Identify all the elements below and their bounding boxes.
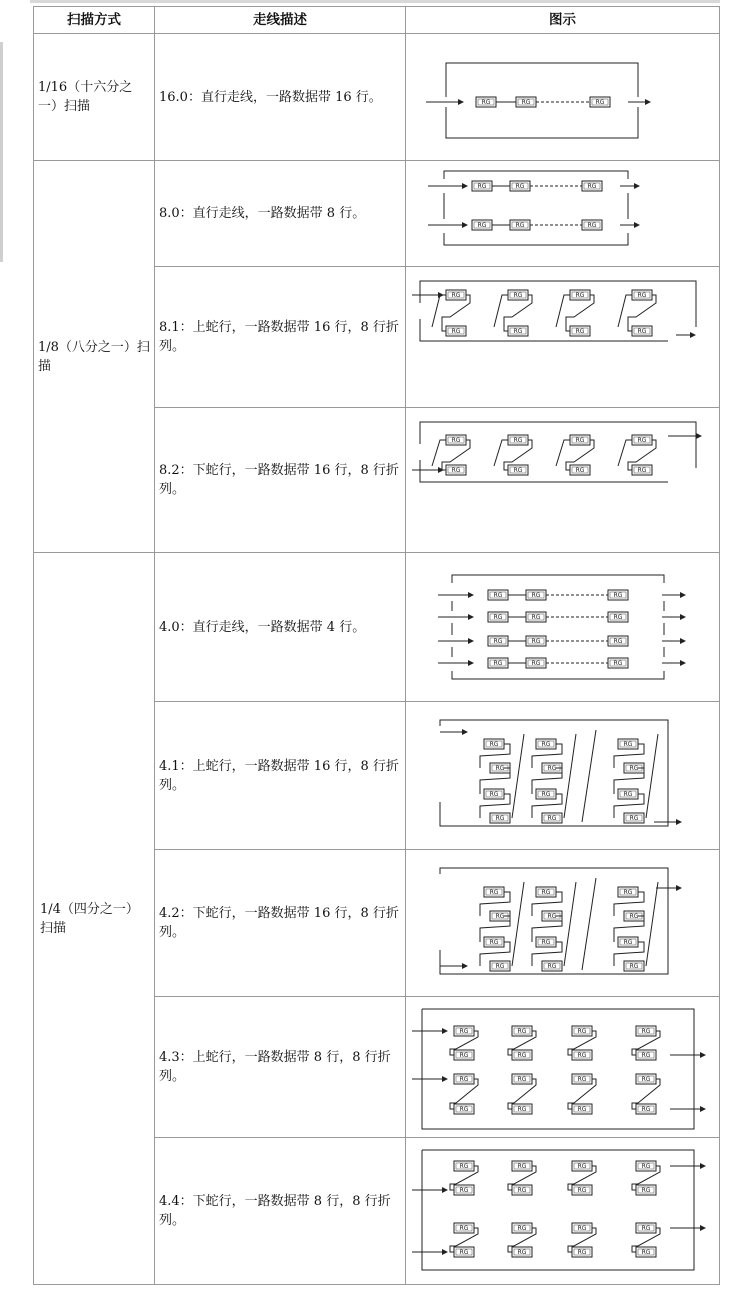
arrow-head <box>700 1106 706 1112</box>
routing-desc-text: 4.3：上蛇行，一路数据带 8 行，8 行折列。 <box>159 1050 391 1084</box>
rg-label: RG <box>517 1163 527 1171</box>
rg-label: RG <box>541 889 551 897</box>
arrow-head <box>462 222 468 228</box>
arrow-head <box>700 1052 706 1058</box>
scan-mode-label: 1/16（十六分之一）扫描 <box>38 80 133 114</box>
rg-label: RG <box>587 183 597 191</box>
rg-label: RG <box>541 791 551 799</box>
rg-label: RG <box>637 292 647 300</box>
rg-label: RG <box>489 741 499 749</box>
arrow-head <box>700 1163 706 1169</box>
rg-label: RG <box>517 1076 527 1084</box>
rg-label: RG <box>495 765 505 773</box>
arrow-head <box>468 660 474 666</box>
routing-desc-text: 16.0：直行走线，一路数据带 16 行。 <box>159 89 382 105</box>
rg-label: RG <box>547 765 557 773</box>
routing-diagram <box>406 850 719 996</box>
header-routing-desc-label: 走线描述 <box>253 11 307 28</box>
rg-label: RG <box>577 1028 587 1036</box>
arrow-head <box>462 183 468 189</box>
rg-label: RG <box>547 963 557 971</box>
arrow-head <box>468 592 474 598</box>
rg-label: RG <box>459 1249 469 1257</box>
figure-cell <box>405 33 720 161</box>
arrow-head <box>645 99 651 105</box>
routing-diagram <box>406 408 719 552</box>
rg-label: RG <box>641 1225 651 1233</box>
rg-label: RG <box>513 292 523 300</box>
routing-diagram <box>406 1138 719 1284</box>
arrow-head <box>680 660 686 666</box>
routing-diagram <box>406 34 719 160</box>
figure-cell <box>405 160 720 267</box>
arrow-head <box>442 1249 448 1255</box>
rg-label: RG <box>641 1187 651 1195</box>
rg-label: RG <box>451 437 461 445</box>
rg-label: RG <box>495 815 505 823</box>
header-figure <box>405 6 720 34</box>
scan-mode-cell <box>33 33 155 161</box>
rg-label: RG <box>493 614 503 622</box>
rg-label: RG <box>541 741 551 749</box>
rg-label: RG <box>577 1187 587 1195</box>
rg-label: RG <box>595 99 605 107</box>
routing-desc-text: 4.2：下蛇行，一路数据带 16 行，8 行折列。 <box>159 906 399 940</box>
rg-label: RG <box>451 292 461 300</box>
rg-label: RG <box>515 222 525 230</box>
wire-line <box>512 882 524 966</box>
scan-mode-label: 1/4（四分之一）扫描 <box>40 901 139 936</box>
arrow-head <box>680 638 686 644</box>
arrow-head <box>462 729 468 735</box>
routing-diagram <box>406 161 719 266</box>
rg-label: RG <box>629 815 639 823</box>
rg-label: RG <box>641 1076 651 1084</box>
rg-label: RG <box>629 913 639 921</box>
rg-label: RG <box>477 222 487 230</box>
wire-line <box>446 63 638 97</box>
arrow-head <box>634 183 640 189</box>
rg-label: RG <box>459 1052 469 1060</box>
wire-line <box>452 575 664 583</box>
wire-line <box>564 734 576 818</box>
rg-label: RG <box>531 660 541 668</box>
rg-label: RG <box>629 963 639 971</box>
routing-desc-cell <box>154 849 406 997</box>
rg-label: RG <box>613 614 623 622</box>
rg-label: RG <box>531 638 541 646</box>
rg-label: RG <box>577 1106 587 1114</box>
routing-desc-text: 4.0：直行走线，一路数据带 4 行。 <box>159 619 366 635</box>
routing-desc-text: 8.2：下蛇行，一路数据带 16 行，8 行折列。 <box>159 463 399 497</box>
rg-label: RG <box>495 963 505 971</box>
rg-label: RG <box>493 592 503 600</box>
rg-label: RG <box>613 660 623 668</box>
rg-label: RG <box>623 741 633 749</box>
figure-cell <box>405 1137 720 1285</box>
rg-label: RG <box>541 939 551 947</box>
wire-line <box>494 295 508 327</box>
routing-desc-cell <box>154 996 406 1138</box>
rg-label: RG <box>451 467 461 475</box>
rg-label: RG <box>459 1076 469 1084</box>
rg-label: RG <box>575 328 585 336</box>
rg-label: RG <box>521 99 531 107</box>
wire-line <box>444 171 628 179</box>
rg-label: RG <box>517 1028 527 1036</box>
wire-line <box>556 295 570 327</box>
rg-label: RG <box>623 791 633 799</box>
rg-label: RG <box>513 437 523 445</box>
wire-line <box>444 233 628 245</box>
rg-label: RG <box>641 1028 651 1036</box>
arrow-head <box>676 819 682 825</box>
rg-label: RG <box>489 939 499 947</box>
arrow-head <box>700 1225 706 1231</box>
rg-label: RG <box>489 791 499 799</box>
rg-label: RG <box>547 913 557 921</box>
arrow-head <box>468 638 474 644</box>
header-routing-desc <box>154 6 406 34</box>
figure-cell <box>405 407 720 553</box>
routing-diagram <box>406 997 719 1137</box>
arrow-head <box>468 614 474 620</box>
scan-mode-cell <box>33 552 155 1285</box>
arrow-head <box>442 1187 448 1193</box>
rg-label: RG <box>613 592 623 600</box>
arrow-head <box>696 433 702 439</box>
rg-label: RG <box>629 765 639 773</box>
figure-cell <box>405 701 720 850</box>
routing-diagram <box>406 267 719 407</box>
rg-label: RG <box>531 592 541 600</box>
rg-label: RG <box>575 467 585 475</box>
page-edge-line <box>30 0 720 3</box>
rg-label: RG <box>517 1052 527 1060</box>
arrow-head <box>442 1076 448 1082</box>
wire-line <box>446 107 638 138</box>
rg-label: RG <box>577 1249 587 1257</box>
arrow-head <box>680 614 686 620</box>
rg-label: RG <box>515 183 525 191</box>
rg-label: RG <box>451 328 461 336</box>
header-scan-mode <box>33 6 155 34</box>
routing-desc-text: 8.1：上蛇行，一路数据带 16 行，8 行折列。 <box>159 320 399 354</box>
arrow-head <box>442 1028 448 1034</box>
arrow-head <box>438 292 444 298</box>
figure-cell <box>405 996 720 1138</box>
scan-mode-cell <box>33 160 155 553</box>
rg-label: RG <box>513 467 523 475</box>
figure-cell <box>405 849 720 997</box>
wire-line <box>564 882 576 966</box>
wire-line <box>618 295 632 327</box>
rg-label: RG <box>547 815 557 823</box>
routing-desc-cell <box>154 1137 406 1285</box>
rg-label: RG <box>641 1052 651 1060</box>
arrow-head <box>680 592 686 598</box>
rg-label: RG <box>641 1163 651 1171</box>
rg-label: RG <box>577 1052 587 1060</box>
arrow-head <box>438 467 444 473</box>
routing-desc-text: 4.1：上蛇行，一路数据带 16 行，8 行折列。 <box>159 758 399 793</box>
arrow-head <box>462 963 468 969</box>
arrow-head <box>458 99 464 105</box>
routing-desc-cell <box>154 552 406 702</box>
routing-desc-text: 8.0：直行走线，一路数据带 8 行。 <box>159 206 366 221</box>
rg-label: RG <box>577 1076 587 1084</box>
rg-label: RG <box>613 638 623 646</box>
rg-label: RG <box>517 1106 527 1114</box>
arrow-head <box>676 885 682 891</box>
rg-label: RG <box>531 614 541 622</box>
header-scan-mode-label: 扫描方式 <box>67 11 121 28</box>
wire-line <box>452 671 664 679</box>
rg-label: RG <box>459 1106 469 1114</box>
routing-diagram <box>406 702 719 849</box>
rg-label: RG <box>577 1225 587 1233</box>
figure-cell <box>405 552 720 702</box>
rg-label: RG <box>517 1249 527 1257</box>
rg-label: RG <box>459 1225 469 1233</box>
rg-label: RG <box>577 1163 587 1171</box>
rg-label: RG <box>623 939 633 947</box>
rg-label: RG <box>517 1225 527 1233</box>
figure-cell <box>405 266 720 408</box>
rg-label: RG <box>493 638 503 646</box>
routing-diagram <box>406 553 719 701</box>
rg-label: RG <box>477 183 487 191</box>
rg-label: RG <box>517 1187 527 1195</box>
wire-line <box>432 295 446 327</box>
rg-label: RG <box>493 660 503 668</box>
rg-label: RG <box>459 1028 469 1036</box>
wire-line <box>646 734 658 818</box>
rg-label: RG <box>637 328 647 336</box>
rg-label: RG <box>459 1163 469 1171</box>
wire-line <box>582 730 596 822</box>
routing-desc-cell <box>154 266 406 408</box>
scan-mode-label: 1/8（八分之一）扫描 <box>38 339 150 374</box>
header-figure-label: 图示 <box>549 11 576 28</box>
rg-label: RG <box>575 292 585 300</box>
routing-desc-cell <box>154 33 406 161</box>
page-edge-line <box>0 42 3 262</box>
rg-label: RG <box>587 222 597 230</box>
rg-label: RG <box>623 889 633 897</box>
routing-desc-cell <box>154 701 406 850</box>
arrow-head <box>690 332 696 338</box>
rg-label: RG <box>481 99 491 107</box>
routing-desc-text: 4.4：下蛇行，一路数据带 8 行，8 行折列。 <box>159 1194 391 1228</box>
routing-desc-cell <box>154 407 406 553</box>
rg-label: RG <box>641 1249 651 1257</box>
rg-label: RG <box>637 467 647 475</box>
routing-desc-cell <box>154 160 406 267</box>
rg-label: RG <box>459 1187 469 1195</box>
rg-label: RG <box>641 1106 651 1114</box>
wire-line <box>512 734 524 818</box>
arrow-head <box>634 222 640 228</box>
rg-label: RG <box>575 437 585 445</box>
wire-line <box>646 882 658 966</box>
rg-label: RG <box>513 328 523 336</box>
rg-label: RG <box>637 437 647 445</box>
rg-label: RG <box>495 913 505 921</box>
wire-line <box>582 878 596 970</box>
rg-label: RG <box>489 889 499 897</box>
